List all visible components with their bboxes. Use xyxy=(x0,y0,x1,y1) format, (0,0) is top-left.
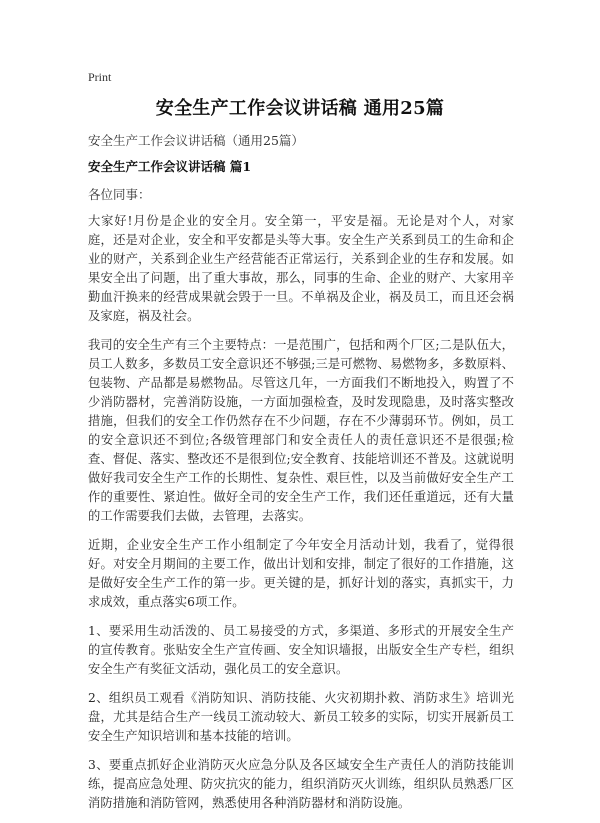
paragraph-6: 3、要重点抓好企业消防灭火应急分队及各区域安全生产责任人的消防技能训练，提高应急处理、防灾抗灾的能力，组织消防灭火训练，组织队员熟悉厂区消防措施和消防管网，熟悉使用各种消防器材和消防设施。 xyxy=(88,758,514,810)
paragraph-2: 我司的安全生产有三个主要特点：一是范围广，包括和两个厂区;二是队伍大，员工人数多，多数员工安全意识还不够强;三是可燃物、易燃物多，多数原料、包装物、产品都是易燃物品。尽管这几年，一方面我们不断地投入，购置了不少消防器材，完善消防设施，一方面加强检查，及时发现隐患，及时落实整改措施，但我们的安全工作仍然存在不少问题，存在不少薄弱环节。例如，员工的安全意识还不到位;各级管理部门和安全责任人的责任意识还不是很强;检查、督促、落实、整改还不是很到位;安全教育、技能培训还不普及。这就说明做好我司安全生产工作的长期性、复杂性、艰巨性，以及当前做好安全生产工作的重要性、紧迫性。做好全司的安全生产工作，我们还任重道远，还有大量的工作需要我们去做，去管理，去落实。 xyxy=(88,338,514,523)
greeting: 各位同事： xyxy=(88,187,151,202)
paragraph-4: 1、要采用生动活泼的、员工易接受的方式，多渠道、多形式的开展安全生产的宣传教育。张贴安全生产宣传画、安全知识墙报，出版安全生产专栏，组织安全生产有奖征文活动，强化员工的安全意识。 xyxy=(88,624,514,676)
document-title: 安全生产工作会议讲话稿 通用25篇 xyxy=(155,98,445,119)
paragraph-1: 大家好!月份是企业的安全月。安全第一，平安是福。无论是对个人，对家庭，还是对企业，安全和平安都是头等大事。安全生产关系到员工的生命和企业的财产，关系到企业生产经营能否正常运行，关系到企业的生存和发展。如果安全出了问题，出了重大事故，那么，同事的生命、企业的财产、大家用辛勤血汗换来的经营成果就会毁于一旦。不单祸及企业，祸及员工，而且还会祸及家庭，祸及社会。 xyxy=(88,214,514,323)
body-text xyxy=(88,212,514,823)
paragraph-3: 近期，企业安全生产工作小组制定了今年安全月活动计划，我看了，觉得很好。对安全月期间的主要工作，做出计划和安排，制定了很好的工作措施，这是做好安全生产工作的第一步。更关键的是，抓好计划的落实，真抓实干，力求成效，重点落实6项工作。 xyxy=(88,538,514,609)
document-subtitle: 安全生产工作会议讲话稿（通用25篇） xyxy=(88,133,304,148)
print-link[interactable]: Print xyxy=(88,70,112,84)
section-heading: 安全生产工作会议讲话稿 篇1 xyxy=(88,159,252,174)
paragraph-5: 2、组织员工观看《消防知识、消防技能、火灾初期扑救、消防求生》培训光盘，尤其是结合生产一线员工流动较大、新员工较多的实际，切实开展新员工安全生产知识培训和基本技能的培训。 xyxy=(88,691,514,743)
